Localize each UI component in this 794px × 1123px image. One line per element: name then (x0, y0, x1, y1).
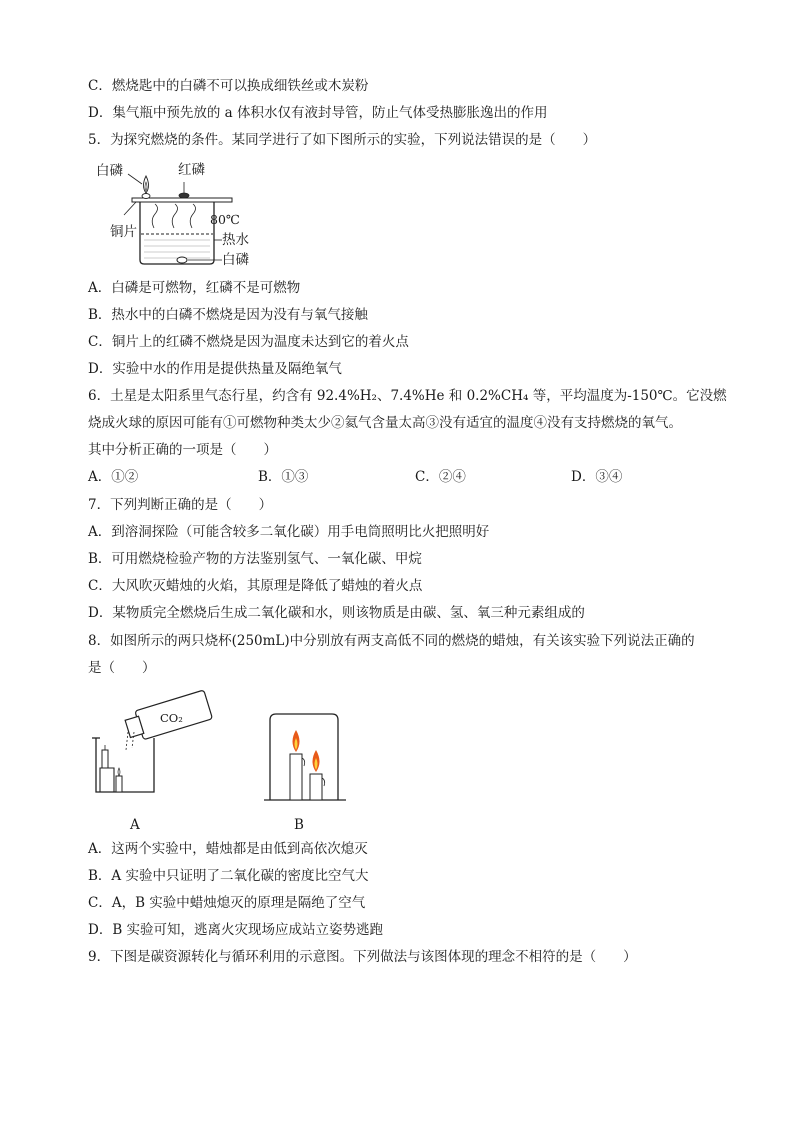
q5-figure (92, 160, 252, 270)
q8-stem-line-1: 8．如图所示的两只烧杯(250mL)中分别放有两支高低不同的燃烧的蜡烛，有关该实验下列说法正确的 (88, 633, 695, 649)
q8-stem-line-2: 是（ ） (88, 660, 156, 676)
q7-option-c: C．大风吹灭蜡烛的火焰，其原理是降低了蜡烛的着火点 (88, 578, 423, 594)
hot-water-label: 热水 (222, 232, 249, 248)
q4-option-d: D．集气瓶中预先放的 a 体积水仅有液封导管，防止气体受热膨胀逸出的作用 (88, 105, 548, 121)
q6-stem-line-3: 其中分析正确的一项是（ ） (88, 442, 277, 458)
q8-figure-b-caption: B (294, 817, 304, 833)
q6-stem-line-1: 6．土星是太阳系里气态行星，约含有 92.4%H₂、7.4%He 和 0.2%CH₄ 等，平均温度为-150℃。它没燃 (88, 388, 727, 404)
q5-option-a: A．白磷是可燃物，红磷不是可燃物 (88, 280, 301, 296)
q6-option-c: C．②④ (415, 469, 466, 485)
q5-option-b: B．热水中的白磷不燃烧是因为没有与氧气接触 (88, 307, 368, 323)
q5-stem: 5．为探究燃烧的条件。某同学进行了如下图所示的实验，下列说法错误的是（ ） (88, 132, 597, 148)
q8-option-c: C．A，B 实验中蜡烛熄灭的原理是隔绝了空气 (88, 895, 366, 911)
q8-figure-a-caption: A (130, 817, 140, 833)
copper-sheet-label: 铜片 (110, 224, 137, 240)
q7-option-d: D．某物质完全燃烧后生成二氧化碳和水，则该物质是由碳、氢、氧三种元素组成的 (88, 605, 585, 621)
co2-pouring-diagram (90, 688, 220, 798)
q9-stem: 9．下图是碳资源转化与循环利用的示意图。下列做法与该图体现的理念不相符的是（ ） (88, 949, 637, 965)
q6-option-a: A．①② (88, 469, 139, 485)
q5-option-d: D．实验中水的作用是提供热量及隔绝氧气 (88, 361, 342, 377)
q8-option-b: B．A 实验中只证明了二氧化碳的密度比空气大 (88, 868, 369, 884)
temperature-label: 80℃ (210, 212, 240, 227)
q7-stem: 7．下列判断正确的是（ ） (88, 497, 273, 513)
q8-option-a: A．这两个实验中，蜡烛都是由低到高依次熄灭 (88, 841, 368, 857)
q8-option-d: D．B 实验可知，逃离火灾现场应成站立姿势逃跑 (88, 922, 384, 938)
q5-option-c: C．铜片上的红磷不燃烧是因为温度未达到它的着火点 (88, 334, 409, 350)
q8-figure-a (90, 688, 220, 798)
q4-option-c: C．燃烧匙中的白磷不可以换成细铁丝或木炭粉 (88, 78, 369, 94)
q6-stem-line-2: 烧成火球的原因可能有①可燃物种类太少②氦气含量太高③没有适宜的温度④没有支持燃烧的氧气。 (88, 415, 682, 431)
bell-jar-candles-diagram (262, 712, 352, 804)
q6-option-b: B．①③ (258, 469, 309, 485)
q7-option-b: B．可用燃烧检验产物的方法鉴别氢气、一氧化碳、甲烷 (88, 551, 422, 567)
white-phosphorus-water-label: 白磷 (222, 252, 249, 268)
q7-option-a: A．到溶洞探险（可能含较多二氧化碳）用手电筒照明比火把照明好 (88, 524, 490, 540)
white-phosphorus-top-label: 白磷 (96, 163, 123, 179)
co2-label: CO₂ (160, 711, 183, 725)
q6-option-d: D．③④ (571, 469, 623, 485)
red-phosphorus-label: 红磷 (178, 162, 205, 178)
q8-figure-b (262, 712, 352, 804)
